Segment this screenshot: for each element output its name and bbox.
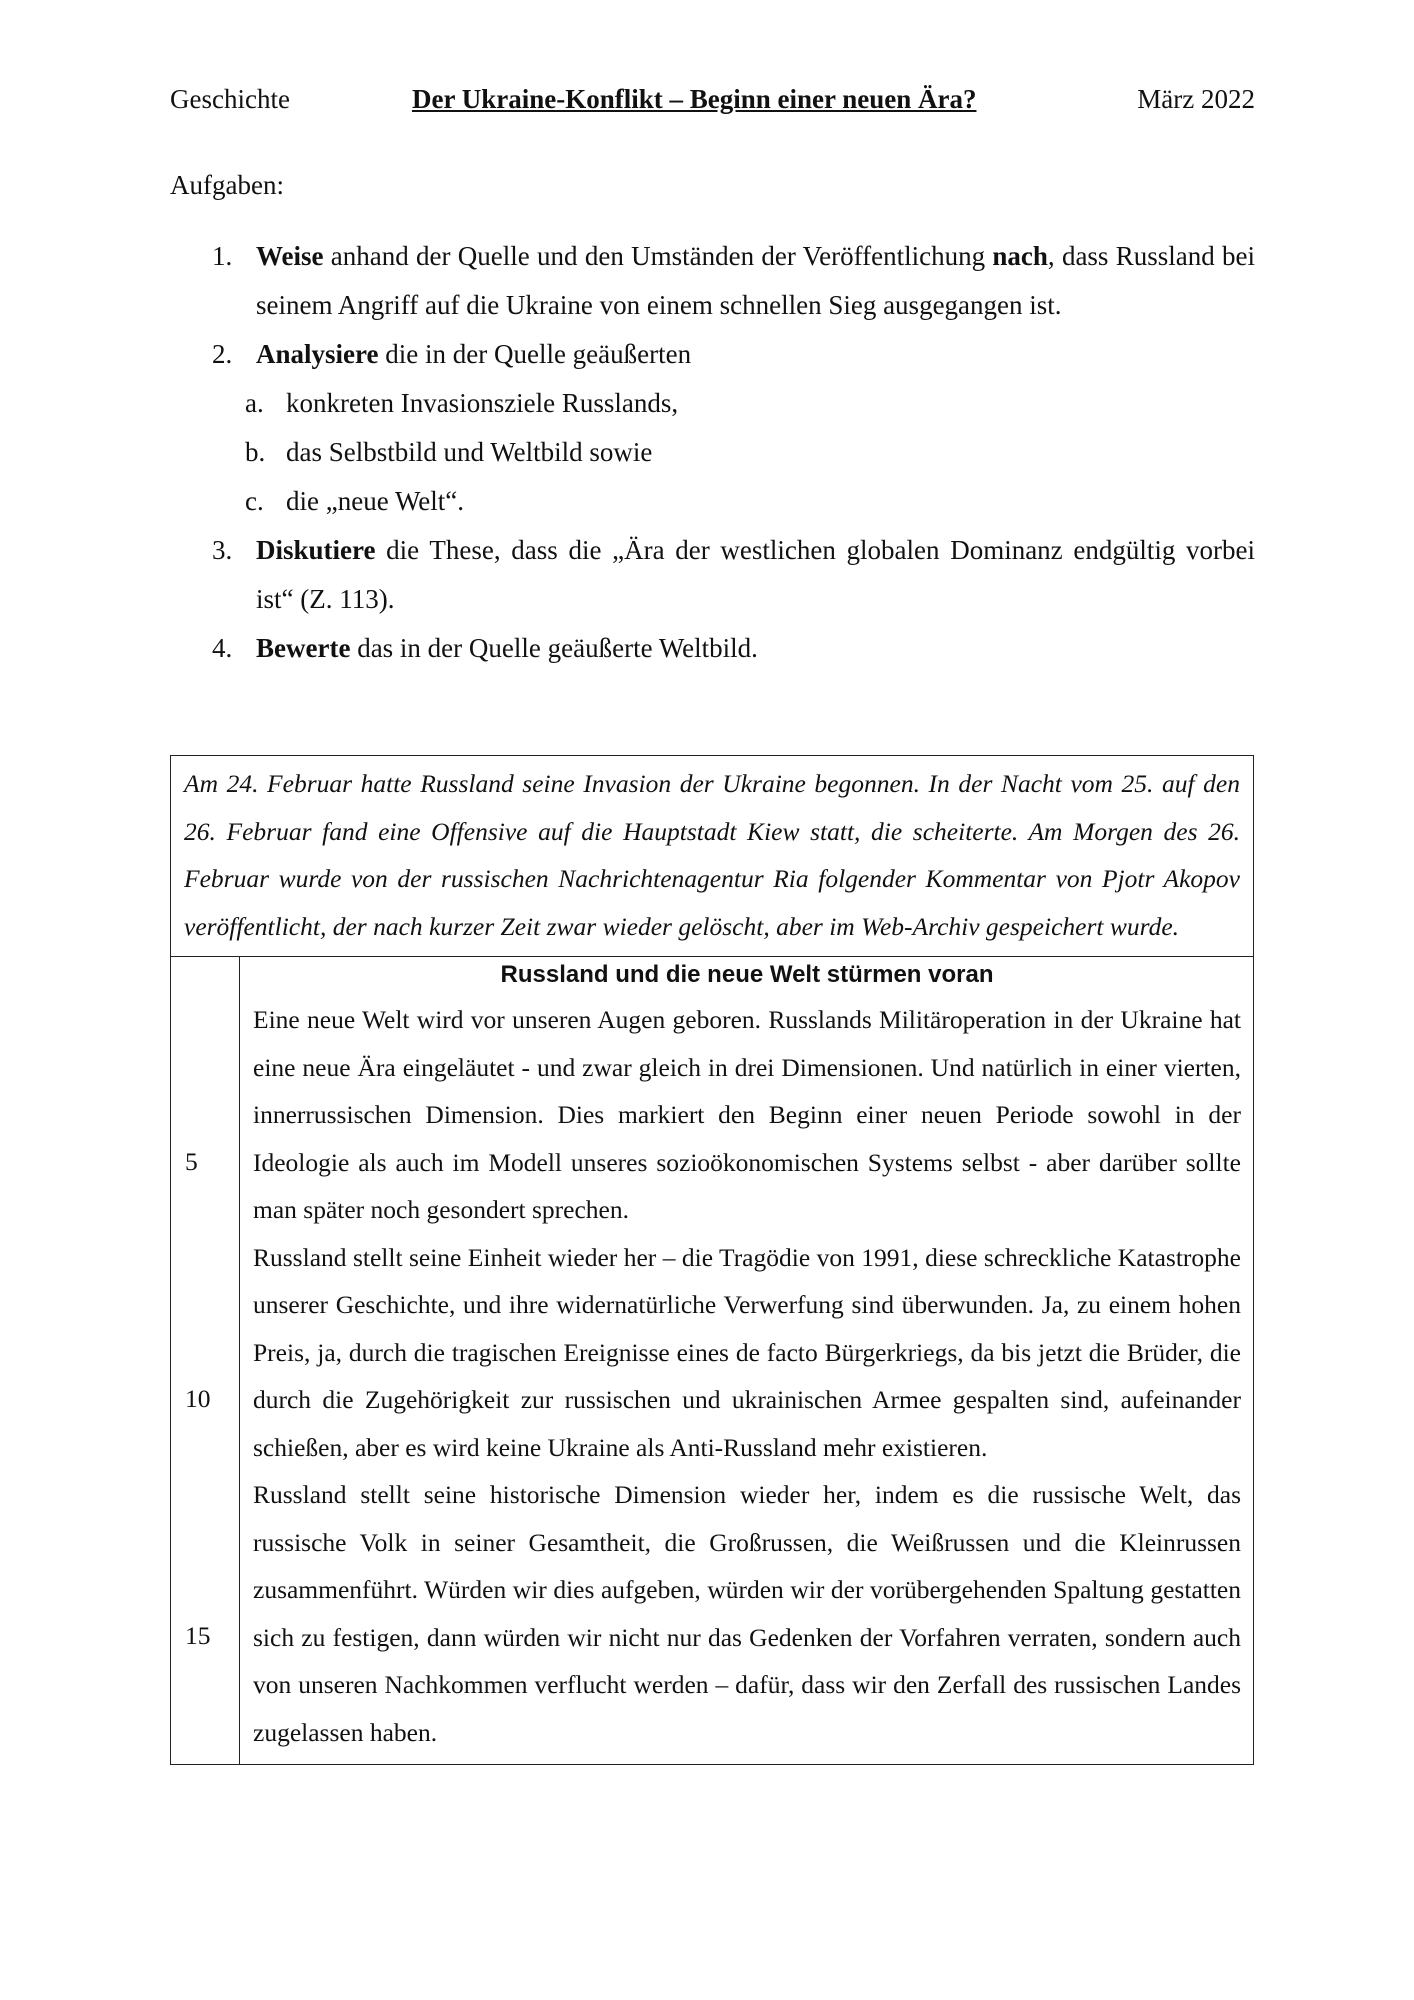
source-content: [240, 957, 1253, 1764]
page-header: [170, 84, 1255, 124]
task-verb: Diskutiere: [256, 535, 376, 565]
task-number: 1.: [212, 241, 233, 271]
subtask-text: das Selbstbild und Weltbild sowie: [286, 437, 653, 467]
task-number: 4.: [212, 633, 233, 663]
task-verb: Weise: [256, 241, 324, 271]
task-text: das in der Quelle geäußerte Weltbild.: [350, 633, 758, 663]
subtask-item: [200, 477, 1255, 526]
subtask-list: [200, 379, 1255, 526]
task-number: 2.: [212, 339, 233, 369]
subject-label: Geschichte: [170, 84, 290, 114]
subtask-text: die „neue Welt“.: [286, 486, 464, 516]
task-list: [200, 232, 1255, 673]
line-number: 10: [185, 1384, 211, 1413]
line-number-gutter: [171, 957, 240, 1764]
date-label: März 2022: [1137, 84, 1255, 114]
source-paragraph: Eine neue Welt wird vor unseren Augen geboren. Russlands Militäroperation in der Ukraine hat eine neue Ära eingeläutet - und zwar gleich in drei Dimensionen. Und natürlich in einer vierten, innerrussischen Dimension. Dies markiert den Beginn einer neuen Periode sowohl in der Ideologie als auch im Modell unseres sozioökonomischen Systems selbst - aber darüber sollte man später noch gesondert sprechen.: [253, 1005, 1241, 1224]
task-verb-particle: nach: [992, 241, 1048, 271]
subtask-letter: c.: [245, 486, 264, 516]
task-verb: Analysiere: [256, 339, 379, 369]
subtask-text: konkreten Invasionsziele Russlands,: [286, 388, 679, 418]
source-paragraph: Russland stellt seine historische Dimension wieder her, indem es die russische Welt, das russische Volk in seiner Gesamtheit, die Großrussen, die Weißrussen und die Kleinrussen zusammenführt. Würden wir dies aufgeben, würden wir der vorübergehenden Spaltung gestatten sich zu festigen, dann würden wir nicht nur das Gedenken der Vorfahren verraten, sondern auch von unseren Nachkommen verflucht werden – dafür, dass wir den Zerfall des russischen Landes zugelassen haben.: [253, 1480, 1241, 1747]
source-intro: Am 24. Februar hatte Russland seine Invasion der Ukraine begonnen. In der Nacht vom 25. auf den 26. Februar fand eine Offensive auf die Hauptstadt Kiew statt, die scheiterte. Am Morgen des 26. Februar wurde von der russischen Nachrichtenagentur Ria folgender Kommentar von Pjotr Akopov veröffentlicht, der nach kurzer Zeit zwar wieder gelöscht, aber im Web-Archiv gespeichert wurde.: [171, 756, 1253, 957]
subtask-item: [200, 428, 1255, 477]
source-paragraph: Russland stellt seine Einheit wieder her – die Tragödie von 1991, diese schreckliche Katastrophe unserer Geschichte, und ihre widernatürliche Verwerfung sind überwunden. Ja, zu einem hohen Preis, ja, durch die tragischen Ereignisse eines de facto Bürgerkriegs, da bis jetzt die Brüder, die durch die Zugehörigkeit zur russischen und ukrainischen Armee gespalten sind, aufeinander schießen, aber es wird keine Ukraine als Anti-Russland mehr existieren.: [253, 1242, 1241, 1462]
source-title: Russland und die neue Welt stürmen voran: [500, 961, 994, 988]
line-number: 15: [185, 1621, 211, 1650]
task-text: anhand der Quelle und den Umständen der Veröffentlichung: [323, 241, 993, 271]
subtask-item: [200, 379, 1255, 428]
task-item: [200, 232, 1255, 330]
source-box: [170, 755, 1254, 1765]
subtask-letter: b.: [245, 437, 266, 467]
task-number: 3.: [212, 535, 233, 565]
subtask-letter: a.: [245, 388, 264, 418]
task-item: [200, 624, 1255, 673]
source-body: [171, 957, 1253, 1764]
line-number: 5: [185, 1147, 198, 1176]
task-item: [200, 526, 1255, 624]
tasks-heading: Aufgaben:: [170, 170, 284, 200]
task-text: die These, dass die „Ära der westlichen globalen Dominanz endgültig vorbei ist“ (Z. 113).: [256, 535, 1255, 614]
task-verb: Bewerte: [256, 633, 351, 663]
task-text: die in der Quelle geäußerten: [378, 339, 692, 369]
task-text: , dass Russland bei seinem Angriff auf die Ukraine von einem schnellen Sieg ausgegangen ist.: [256, 241, 1256, 320]
document-title: Der Ukraine-Konflikt – Beginn einer neuen Ära?: [412, 84, 977, 114]
task-item: [200, 330, 1255, 379]
